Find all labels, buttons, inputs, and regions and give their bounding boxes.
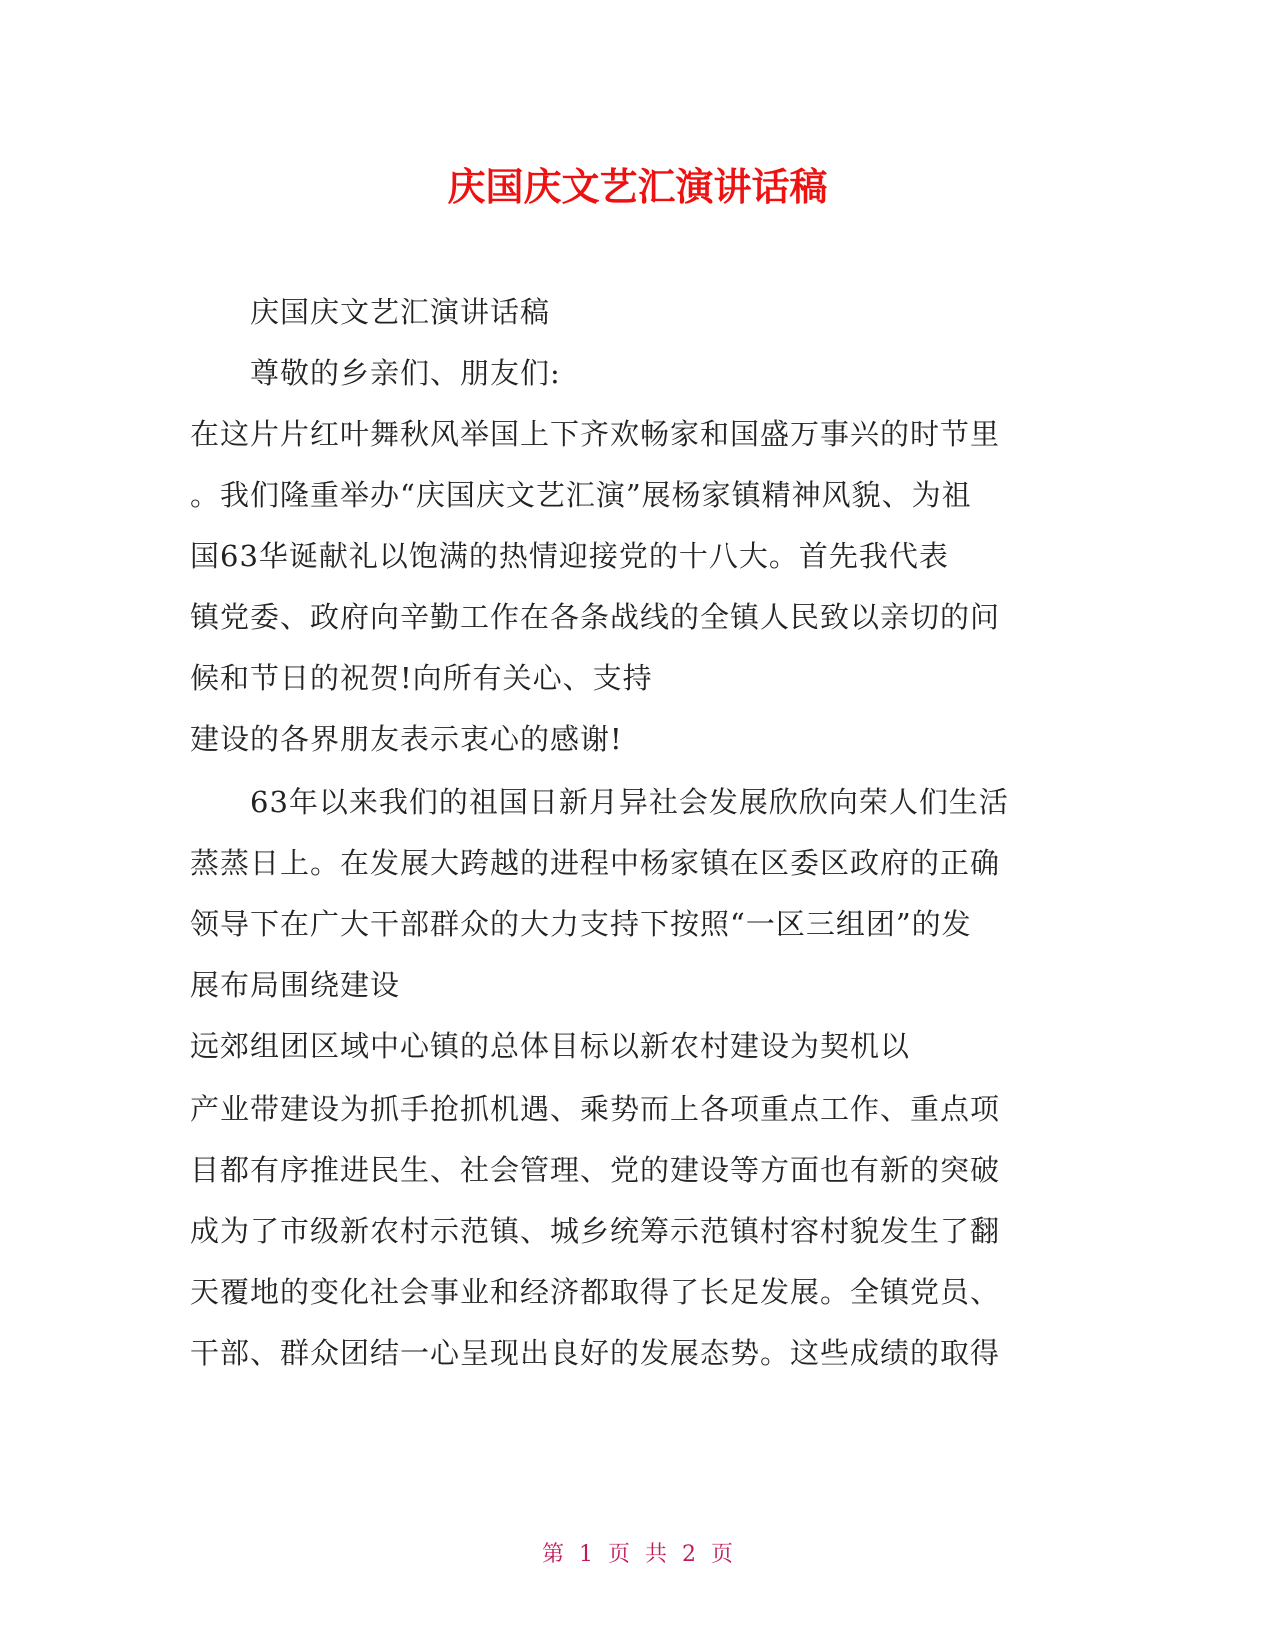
body-line: 尊敬的乡亲们、朋友们: xyxy=(250,356,561,390)
body-line: 目都有序推进民生、社会管理、党的建设等方面也有新的突破 xyxy=(190,1153,1001,1187)
body-line: 远郊组团区域中心镇的总体目标以新农村建设为契机以 xyxy=(190,1029,911,1063)
body-line: 。我们隆重举办“庆国庆文艺汇演”展杨家镇精神风貌、为祖 xyxy=(190,478,972,512)
body-line: 庆国庆文艺汇演讲话稿 xyxy=(250,295,551,329)
body-line: 领导下在广大干部群众的大力支持下按照“一区三组团”的发 xyxy=(190,907,972,941)
body-line: 蒸蒸日上。在发展大跨越的进程中杨家镇在区委区政府的正确 xyxy=(190,846,1001,880)
body-line: 在这片片红叶舞秋风举国上下齐欢畅家和国盛万事兴的时节里 xyxy=(190,417,1001,451)
body-line: 产业带建设为抓手抢抓机遇、乘势而上各项重点工作、重点项 xyxy=(190,1092,1001,1126)
body-line: 镇党委、政府向辛勤工作在各条战线的全镇人民致以亲切的问 xyxy=(190,600,1001,634)
body-line: 成为了市级新农村示范镇、城乡统筹示范镇村容村貌发生了翻 xyxy=(190,1214,1001,1248)
body-line: 干部、群众团结一心呈现出良好的发展态势。这些成绩的取得 xyxy=(190,1336,1001,1370)
body-line: 天覆地的变化社会事业和经济都取得了长足发展。全镇党员、 xyxy=(190,1275,1001,1309)
body-line: 63年以来我们的祖国日新月异社会发展欣欣向荣人们生活 xyxy=(250,785,1009,819)
page-title: 庆国庆文艺汇演讲话稿 xyxy=(447,165,828,209)
body-line: 建设的各界朋友表示衷心的感谢! xyxy=(190,722,623,756)
page-number-footer: 第 1 页 共 2 页 xyxy=(542,1542,733,1567)
body-line: 候和节日的祝贺!向所有关心、支持 xyxy=(190,661,653,695)
body-line: 展布局围绕建设 xyxy=(190,968,401,1002)
body-line: 国63华诞献礼以饱满的热情迎接党的十八大。首先我代表 xyxy=(190,539,949,573)
